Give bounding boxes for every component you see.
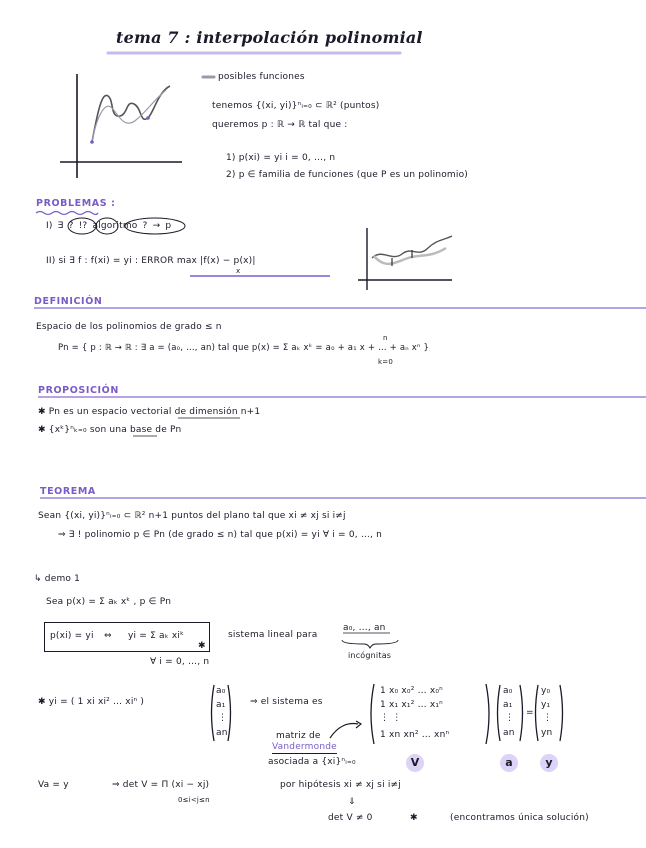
va-equation: Va = y	[38, 780, 69, 790]
box-equiv: ⇔	[104, 631, 112, 641]
hipotesis: por hipótesis xi ≠ xj si i≠j	[280, 780, 401, 790]
tag-v: V	[406, 754, 424, 772]
matrix-row-1: 1 x₁ x₁² … x₁ⁿ	[380, 700, 443, 710]
col-y-3: yn	[541, 728, 553, 738]
problemas-heading: PROBLEMAS :	[36, 198, 116, 209]
problem-2-sub: x	[236, 267, 241, 275]
definicion-sum-bottom: k=0	[378, 358, 393, 366]
incognitas-brace	[342, 640, 398, 648]
final-star: ✱	[410, 813, 418, 823]
col-y-0: y₀	[541, 686, 551, 696]
definicion-line-2: Pn = { p : ℝ → ℝ : ∃ a = (a₀, …, an) tal que p(x) = Σ aₖ xᵏ = a₀ + a₁ x + … + aₙ xⁿ }	[58, 343, 430, 353]
sistema-lineal: sistema lineal para	[228, 630, 318, 640]
vandermonde-arrow	[330, 724, 358, 738]
matrix-row-0: 1 x₀ x₀² … x₀ⁿ	[380, 686, 443, 696]
box-for-all: ∀ i = 0, …, n	[150, 657, 210, 667]
intro-line-1: tenemos {(xi, yi)}ⁿᵢ₌₀ ⊂ ℝ² (puntos)	[212, 101, 380, 111]
col-y-2: ⋮	[543, 713, 553, 723]
matrix-row-3: 1 xn xn² … xnⁿ	[380, 730, 450, 740]
intro-label: posibles funciones	[218, 72, 305, 82]
sistema-es: ⇒ el sistema es	[250, 697, 323, 707]
box-star: ✱	[198, 641, 206, 651]
col-a2-2: ⋮	[505, 713, 515, 723]
col-a-3: an	[216, 728, 228, 738]
incognitas-vars: a₀, …, an	[343, 623, 386, 633]
proposicion-heading: PROPOSICIÓN	[38, 385, 119, 396]
incognitas-label: incógnitas	[348, 651, 392, 660]
col-a-1: a₁	[216, 700, 226, 710]
col-a-2: ⋮	[218, 713, 228, 723]
col-y-1: y₁	[541, 700, 551, 710]
conclusion: (encontramos única solución)	[450, 813, 589, 823]
equals-sign: =	[526, 708, 534, 718]
definicion-line-1: Espacio de los polinomios de grado ≤ n	[36, 322, 222, 332]
intro-condition-1: 1) p(xi) = yi i = 0, …, n	[226, 153, 336, 163]
proposicion-line-1: ✱ Pn es un espacio vectorial de dimensión n+1	[38, 407, 261, 417]
definicion-heading: DEFINICIÓN	[34, 296, 103, 307]
col-a2-0: a₀	[503, 686, 513, 696]
col-a2-3: an	[503, 728, 515, 738]
teorema-line-2: ⇒ ∃ ! polinomio p ∈ Pn (de grado ≤ n) tal que p(xi) = yi ∀ i = 0, …, n	[58, 530, 383, 540]
definicion-sum-top: n	[383, 334, 388, 342]
box-right: yi = Σ aₖ xiᵏ	[128, 631, 185, 641]
tag-y: y	[540, 754, 558, 772]
teorema-heading: TEOREMA	[40, 486, 96, 497]
problemas-underline	[36, 212, 98, 215]
col-a-0: a₀	[216, 686, 226, 696]
error-graph	[358, 228, 452, 290]
problem-1: I) ∃ ? !? algoritmo ? → p	[46, 221, 172, 231]
det-nonzero: det V ≠ 0	[328, 813, 373, 823]
implies-down: ⇓	[348, 797, 356, 807]
demo-line-1: Sea p(x) = Σ aₖ xᵏ , p ∈ Pn	[46, 597, 172, 607]
box-left: p(xi) = yi	[50, 631, 94, 641]
star-row: ✱ yi = ( 1 xi xi² … xiⁿ )	[38, 697, 145, 707]
det-product: ⇒ det V = Π (xi − xj)	[112, 780, 210, 790]
vandermonde-label: Vandermonde	[272, 742, 337, 752]
teorema-line-1: Sean {(xi, yi)}ⁿᵢ₌₀ ⊂ ℝ² n+1 puntos del plano tal que xi ≠ xj si i≠j	[38, 511, 346, 521]
intro-graph	[60, 74, 182, 178]
matrix-row-2: ⋮ ⋮	[380, 713, 402, 723]
proposicion-line-2: ✱ {xᵏ}ⁿₖ₌₀ son una base de Pn	[38, 425, 182, 435]
page-title: tema 7 : interpolación polinomial	[116, 28, 423, 47]
problem-2: II) si ∃ f : f(xi) = yi : ERROR max |f(x) − p(x)|	[46, 256, 256, 266]
tag-a: a	[500, 754, 518, 772]
col-a2-1: a₁	[503, 700, 513, 710]
intro-line-2: queremos p : ℝ → ℝ tal que :	[212, 120, 348, 130]
det-product-sub: 0≤i<j≤n	[178, 796, 210, 804]
asociada-label: asociada a {xi}ⁿᵢ₌₀	[268, 757, 356, 767]
matrix-label: matriz de	[276, 731, 321, 741]
intro-condition-2: 2) p ∈ familia de funciones (que P es un polinomio)	[226, 170, 469, 180]
demo-heading: ↳ demo 1	[34, 574, 81, 584]
